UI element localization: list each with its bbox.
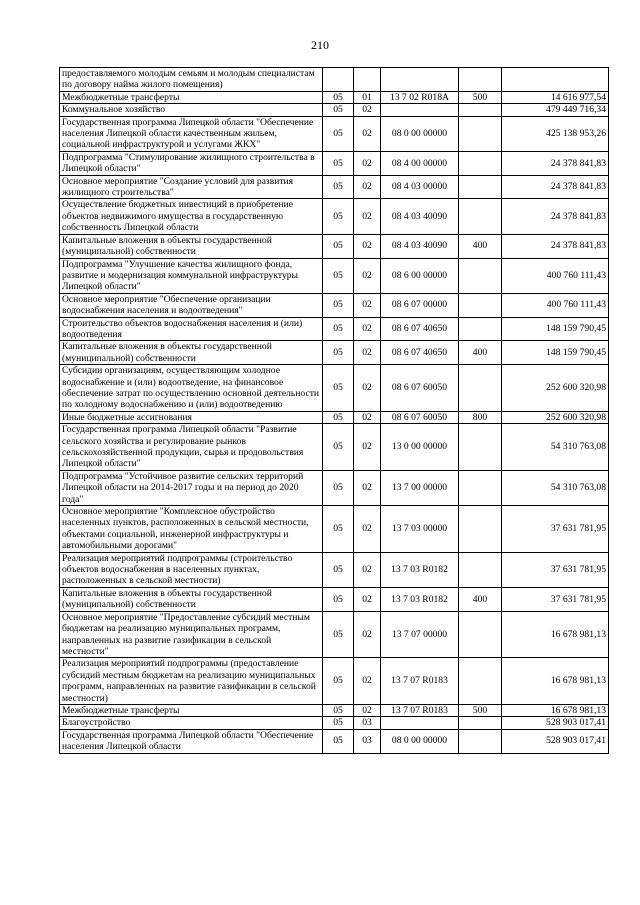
row-subsection-cell: 02 bbox=[354, 199, 381, 234]
row-expense-type-cell bbox=[459, 552, 502, 587]
row-name-cell: Основное мероприятие "Создание условий для развития жилищного строительства" bbox=[60, 175, 323, 199]
table-row bbox=[60, 611, 609, 658]
table-row bbox=[60, 552, 609, 587]
row-target-article-cell: 08 4 03 00000 bbox=[381, 175, 459, 199]
table-row bbox=[60, 151, 609, 175]
row-section-cell: 05 bbox=[323, 317, 354, 341]
row-section-cell: 05 bbox=[323, 506, 354, 553]
row-section-cell: 05 bbox=[323, 234, 354, 258]
row-section-cell: 05 bbox=[323, 341, 354, 365]
row-amount-cell: 400 760 111,43 bbox=[502, 293, 609, 317]
row-expense-type-cell bbox=[459, 658, 502, 705]
row-expense-type-cell bbox=[459, 151, 502, 175]
row-name-cell: Основное мероприятие "Комплексное обустройство населенных пунктов, расположенных в сельской местности, объектами социальной, инженерной инфраструктуры и автомобильными дорогами" bbox=[60, 506, 323, 553]
table-row bbox=[60, 365, 609, 412]
row-amount-cell: 252 600 320,98 bbox=[502, 365, 609, 412]
row-target-article-cell: 08 4 03 40090 bbox=[381, 234, 459, 258]
row-section-cell: 05 bbox=[323, 258, 354, 293]
row-target-article-cell bbox=[381, 68, 459, 92]
table-row bbox=[60, 506, 609, 553]
row-name-cell: Государственная программа Липецкой области "Обеспечение населения Липецкой области bbox=[60, 729, 323, 753]
row-section-cell: 05 bbox=[323, 470, 354, 505]
row-expense-type-cell: 400 bbox=[459, 234, 502, 258]
row-section-cell: 05 bbox=[323, 91, 354, 103]
row-expense-type-cell bbox=[459, 365, 502, 412]
row-section-cell: 05 bbox=[323, 104, 354, 116]
row-target-article-cell: 08 6 07 40650 bbox=[381, 341, 459, 365]
row-name-cell: Государственная программа Липецкой области "Обеспечение населения Липецкой области качественным жильем, социальной инфраструктурой и услугами ЖКХ" bbox=[60, 116, 323, 151]
row-name-cell: Осуществление бюджетных инвестиций в приобретение объектов недвижимого имущества в государственную собственность Липецкой области bbox=[60, 199, 323, 234]
row-section-cell: 05 bbox=[323, 704, 354, 716]
row-name-cell: Субсидии организациям, осуществляющим холодное водоснабжение и (или) водоотведение, на финансовое обеспечение затрат по осуществлению основной деятельности по холодному водоснабжению и (или) водоотведению bbox=[60, 365, 323, 412]
row-name-cell: Реализация мероприятий подпрограммы (предоставление субсидий местным бюджетам на реализацию муниципальных программ, направленных на развитие газификации в сельской местности) bbox=[60, 658, 323, 705]
row-name-cell: Основное мероприятие "Предоставление субсидий местным бюджетам на реализацию муниципальных программ, направленных на развитие газификации в сельской местности" bbox=[60, 611, 323, 658]
row-subsection-cell: 02 bbox=[354, 104, 381, 116]
row-amount-cell: 148 159 790,45 bbox=[502, 317, 609, 341]
row-subsection-cell: 02 bbox=[354, 365, 381, 412]
row-subsection-cell: 02 bbox=[354, 151, 381, 175]
row-subsection-cell: 02 bbox=[354, 424, 381, 471]
row-name-cell: Подпрограмма "Устойчивое развитие сельских территорий Липецкой области на 2014-2017 годы и на период до 2020 года" bbox=[60, 470, 323, 505]
row-amount-cell: 24 378 841,83 bbox=[502, 151, 609, 175]
row-amount-cell: 24 378 841,83 bbox=[502, 234, 609, 258]
row-target-article-cell: 08 6 07 40650 bbox=[381, 317, 459, 341]
row-subsection-cell: 02 bbox=[354, 552, 381, 587]
row-name-cell: Иные бюджетные ассигнования bbox=[60, 411, 323, 423]
table-row bbox=[60, 717, 609, 729]
row-target-article-cell: 13 7 02 R018A bbox=[381, 91, 459, 103]
row-section-cell: 05 bbox=[323, 611, 354, 658]
row-expense-type-cell bbox=[459, 470, 502, 505]
row-expense-type-cell bbox=[459, 258, 502, 293]
row-target-article-cell: 08 4 03 40090 bbox=[381, 199, 459, 234]
row-expense-type-cell bbox=[459, 68, 502, 92]
row-name-cell: Подпрограмма "Стимулирование жилищного строительства в Липецкой области" bbox=[60, 151, 323, 175]
table-row bbox=[60, 258, 609, 293]
table-row bbox=[60, 68, 609, 92]
row-target-article-cell: 13 7 03 R0182 bbox=[381, 552, 459, 587]
row-name-cell: Основное мероприятие "Обеспечение организации водоснабжения населения и водоотведения" bbox=[60, 293, 323, 317]
row-target-article-cell: 08 4 00 00000 bbox=[381, 151, 459, 175]
row-name-cell: Межбюджетные трансферты bbox=[60, 91, 323, 103]
row-target-article-cell: 13 7 03 00000 bbox=[381, 506, 459, 553]
table-row bbox=[60, 341, 609, 365]
row-subsection-cell: 02 bbox=[354, 341, 381, 365]
row-target-article-cell: 08 6 00 00000 bbox=[381, 258, 459, 293]
row-target-article-cell: 08 0 00 00000 bbox=[381, 729, 459, 753]
row-amount-cell: 24 378 841,83 bbox=[502, 175, 609, 199]
row-amount-cell: 37 631 781,95 bbox=[502, 587, 609, 611]
row-expense-type-cell bbox=[459, 116, 502, 151]
row-subsection-cell: 02 bbox=[354, 704, 381, 716]
table-row bbox=[60, 658, 609, 705]
row-subsection-cell: 02 bbox=[354, 258, 381, 293]
row-subsection-cell: 02 bbox=[354, 234, 381, 258]
row-subsection-cell: 02 bbox=[354, 411, 381, 423]
table-row bbox=[60, 729, 609, 753]
row-amount-cell: 479 449 716,34 bbox=[502, 104, 609, 116]
row-subsection-cell: 02 bbox=[354, 175, 381, 199]
row-subsection-cell: 02 bbox=[354, 317, 381, 341]
row-target-article-cell bbox=[381, 717, 459, 729]
row-name-cell: Капитальные вложения в объекты государственной (муниципальной) собственности bbox=[60, 587, 323, 611]
row-target-article-cell: 13 7 07 00000 bbox=[381, 611, 459, 658]
table-row bbox=[60, 116, 609, 151]
row-expense-type-cell bbox=[459, 729, 502, 753]
row-target-article-cell bbox=[381, 104, 459, 116]
row-amount-cell: 252 600 320,98 bbox=[502, 411, 609, 423]
row-expense-type-cell bbox=[459, 293, 502, 317]
row-subsection-cell bbox=[354, 68, 381, 92]
row-target-article-cell: 08 6 07 60050 bbox=[381, 411, 459, 423]
row-name-cell: Межбюджетные трансферты bbox=[60, 704, 323, 716]
row-target-article-cell: 13 7 07 R0183 bbox=[381, 658, 459, 705]
row-subsection-cell: 02 bbox=[354, 506, 381, 553]
row-section-cell: 05 bbox=[323, 293, 354, 317]
row-expense-type-cell bbox=[459, 506, 502, 553]
row-expense-type-cell bbox=[459, 175, 502, 199]
row-subsection-cell: 02 bbox=[354, 658, 381, 705]
row-amount-cell: 16 678 981,13 bbox=[502, 611, 609, 658]
table-row bbox=[60, 587, 609, 611]
row-subsection-cell: 02 bbox=[354, 293, 381, 317]
row-expense-type-cell bbox=[459, 424, 502, 471]
table-row bbox=[60, 470, 609, 505]
row-amount-cell: 24 378 841,83 bbox=[502, 199, 609, 234]
row-target-article-cell: 08 6 07 00000 bbox=[381, 293, 459, 317]
table-row bbox=[60, 293, 609, 317]
row-expense-type-cell bbox=[459, 611, 502, 658]
row-section-cell: 05 bbox=[323, 729, 354, 753]
row-subsection-cell: 02 bbox=[354, 470, 381, 505]
row-amount-cell: 37 631 781,95 bbox=[502, 552, 609, 587]
table-row bbox=[60, 234, 609, 258]
table-row bbox=[60, 317, 609, 341]
row-name-cell: Коммунальное хозяйство bbox=[60, 104, 323, 116]
row-section-cell: 05 bbox=[323, 587, 354, 611]
row-name-cell: Благоустройство bbox=[60, 717, 323, 729]
row-amount-cell: 425 138 953,26 bbox=[502, 116, 609, 151]
row-section-cell: 05 bbox=[323, 116, 354, 151]
row-name-cell: Строительство объектов водоснабжения населения и (или) водоотведения bbox=[60, 317, 323, 341]
row-section-cell: 05 bbox=[323, 175, 354, 199]
row-subsection-cell: 02 bbox=[354, 116, 381, 151]
row-amount-cell: 528 903 017,41 bbox=[502, 717, 609, 729]
row-name-cell: предоставляемого молодым семьям и молодым специалистам по договору найма жилого помещения) bbox=[60, 68, 323, 92]
row-amount-cell: 16 678 981,13 bbox=[502, 658, 609, 705]
row-subsection-cell: 02 bbox=[354, 587, 381, 611]
budget-table-body bbox=[60, 68, 609, 754]
row-subsection-cell: 03 bbox=[354, 717, 381, 729]
row-expense-type-cell bbox=[459, 317, 502, 341]
row-amount-cell: 16 678 981,13 bbox=[502, 704, 609, 716]
row-section-cell: 05 bbox=[323, 658, 354, 705]
row-expense-type-cell bbox=[459, 199, 502, 234]
table-row bbox=[60, 411, 609, 423]
row-amount-cell: 54 310 763,08 bbox=[502, 470, 609, 505]
table-row bbox=[60, 175, 609, 199]
row-target-article-cell: 13 7 00 00000 bbox=[381, 470, 459, 505]
row-expense-type-cell: 400 bbox=[459, 587, 502, 611]
row-expense-type-cell: 500 bbox=[459, 91, 502, 103]
table-row bbox=[60, 704, 609, 716]
row-target-article-cell: 13 0 00 00000 bbox=[381, 424, 459, 471]
row-expense-type-cell: 500 bbox=[459, 704, 502, 716]
table-row bbox=[60, 424, 609, 471]
budget-table bbox=[59, 67, 609, 754]
row-section-cell: 05 bbox=[323, 717, 354, 729]
row-target-article-cell: 13 7 07 R0183 bbox=[381, 704, 459, 716]
row-section-cell: 05 bbox=[323, 199, 354, 234]
row-name-cell: Подпрограмма "Улучшение качества жилищного фонда, развитие и модернизация коммунальной инфраструктуры Липецкой области" bbox=[60, 258, 323, 293]
row-section-cell: 05 bbox=[323, 424, 354, 471]
row-amount-cell: 148 159 790,45 bbox=[502, 341, 609, 365]
row-target-article-cell: 13 7 03 R0182 bbox=[381, 587, 459, 611]
row-name-cell: Государственная программа Липецкой области "Развитие сельского хозяйства и регулирование рынков сельскохозяйственной продукции, сырья и продовольствия Липецкой области" bbox=[60, 424, 323, 471]
table-row bbox=[60, 199, 609, 234]
row-subsection-cell: 01 bbox=[354, 91, 381, 103]
row-section-cell: 05 bbox=[323, 411, 354, 423]
row-subsection-cell: 02 bbox=[354, 611, 381, 658]
row-expense-type-cell bbox=[459, 104, 502, 116]
row-subsection-cell: 03 bbox=[354, 729, 381, 753]
row-amount-cell: 528 903 017,41 bbox=[502, 729, 609, 753]
row-section-cell: 05 bbox=[323, 151, 354, 175]
row-expense-type-cell: 800 bbox=[459, 411, 502, 423]
row-name-cell: Капитальные вложения в объекты государственной (муниципальной) собственности bbox=[60, 341, 323, 365]
row-amount-cell: 400 760 111,43 bbox=[502, 258, 609, 293]
row-expense-type-cell bbox=[459, 717, 502, 729]
row-expense-type-cell: 400 bbox=[459, 341, 502, 365]
row-target-article-cell: 08 6 07 60050 bbox=[381, 365, 459, 412]
row-name-cell: Реализация мероприятий подпрограммы (строительство объектов водоснабжения в населенных пунктах, расположенных в сельской местности) bbox=[60, 552, 323, 587]
row-amount-cell: 14 616 977,54 bbox=[502, 91, 609, 103]
row-amount-cell: 37 631 781,95 bbox=[502, 506, 609, 553]
row-section-cell: 05 bbox=[323, 552, 354, 587]
row-name-cell: Капитальные вложения в объекты государственной (муниципальной) собственности bbox=[60, 234, 323, 258]
row-target-article-cell: 08 0 00 00000 bbox=[381, 116, 459, 151]
row-amount-cell: 54 310 763,08 bbox=[502, 424, 609, 471]
table-row bbox=[60, 104, 609, 116]
row-amount-cell bbox=[502, 68, 609, 92]
row-section-cell bbox=[323, 68, 354, 92]
row-section-cell: 05 bbox=[323, 365, 354, 412]
table-row bbox=[60, 91, 609, 103]
page-number: 210 bbox=[311, 38, 329, 52]
